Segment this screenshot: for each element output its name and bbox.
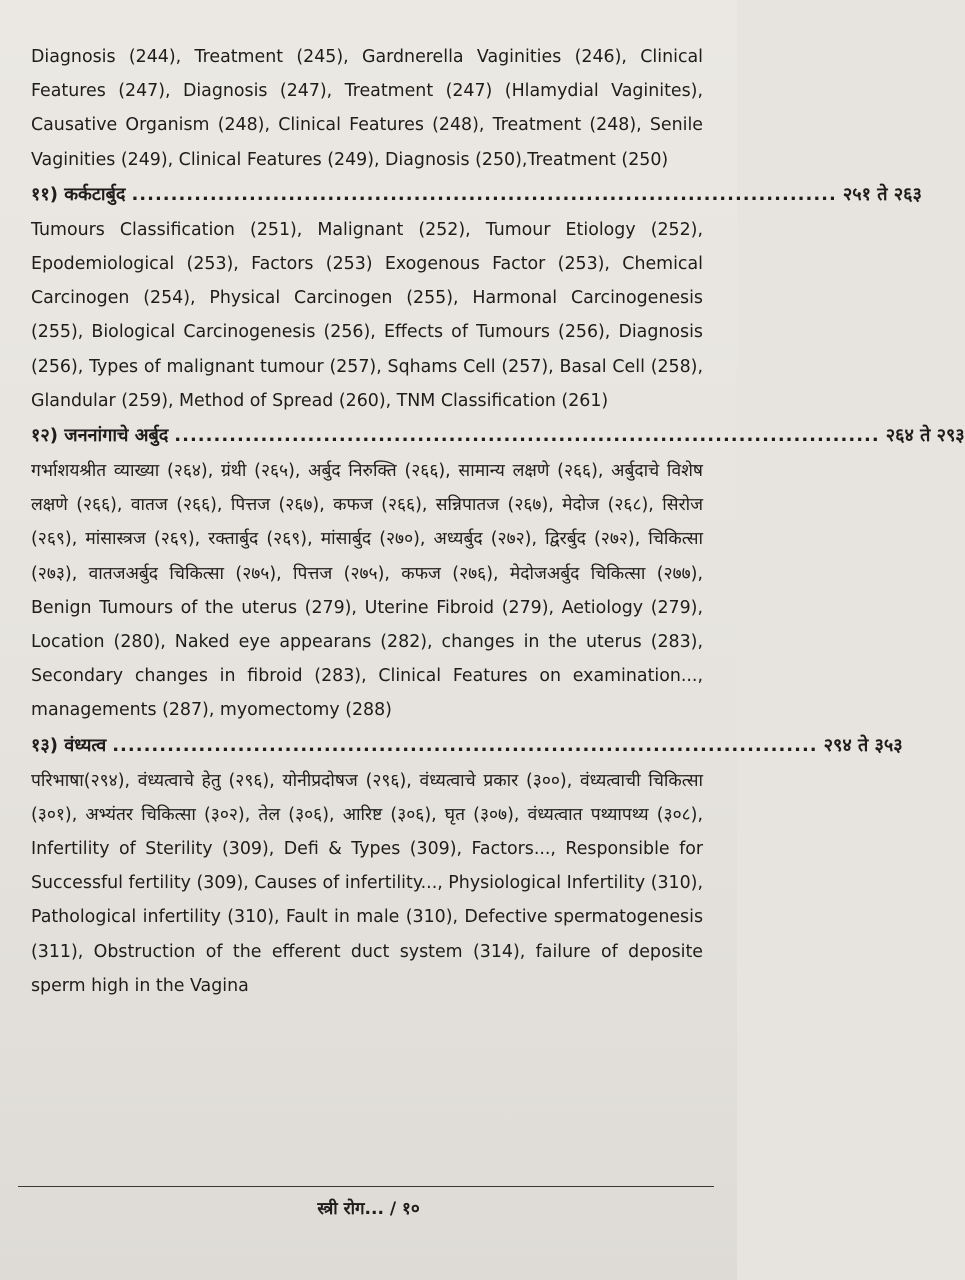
section-heading-13 [31, 728, 903, 764]
section-topics-11: Tumours Classification (251), Malignant (252), Tumour Etiology (252), Epodemiological (253), Factors (253) Exogenous Factor (253), Chemical Carcinogen (254), Physical Carcinogen (255), Harmonal Carcinogenesis (255), Biological Carcinogenesis (256), Effects of Tumours (256), Diagnosis (256), Types of malignant tumour (257), Sqhams Cell (257), Basal Cell (258), Glandular (259), Method of Spread (260), TNM Classification (261) [31, 219, 703, 411]
dot-leader: .......................................................................................... [112, 734, 818, 756]
section-topics-12: गर्भाशयश्रीत व्याख्या (२६४), ग्रंथी (२६५), अर्बुद निरुक्ति (२६६), सामान्य लक्षणे (२६६), अर्बुदाचे विशेष लक्षणे (२६६), वातज (२६६), पित्तज (२६७), कफज (२६६), सन्निपातज (२६७), मेदोज (२६८), सिरोज (२६९), मांसास्त्रज (२६९), रक्तार्बुद (२६९), मांसार्बुद (२७०), अध्यर्बुद (२७२), द्विरर्बुद (२७२), चिकित्सा (२७३), वातजअर्बुद चिकित्सा (२७५), पित्तज (२७५), कफज (२७६), मेदोजअर्बुद चिकित्सा (२७७), Benign Tumours of the uterus (279), Uterine Fibroid (279), Aetiology (279), Location (280), Naked eye appearans (282), changes in the uterus (283), Secondary changes in fibroid (283), Clinical Features on examination..., managements (287), myomectomy (288) [31, 461, 703, 721]
section-heading-11 [31, 177, 922, 213]
section-topics-13: परिभाषा(२९४), वंध्यत्वाचे हेतु (२९६), योनीप्रदोषज (२९६), वंध्यत्वाचे प्रकार (३००), वंध्यत्वाची चिकित्सा (३०१), अभ्यंतर चिकित्सा (३०२), तेल (३०६), आरिष्ट (३०६), घृत (३०७), वंध्यत्वात पथ्यापथ्य (३०८), Infertility of Sterility (309), Defi & Types (309), Factors..., Responsible for Successful fertility (309), Causes of infertility..., Physiological Infertility (310), Pathological infertility (310), Fault in male (310), Defective spermatogenesis (311), Obstruction of the efferent duct system (314), failure of deposite sperm high in the Vagina [31, 770, 703, 996]
dot-leader: .......................................................................................... [174, 425, 880, 447]
page-range: २५१ ते २६३ [842, 183, 922, 205]
section-heading-12 [31, 418, 965, 454]
section-title: ११) कर्कटार्बुद [31, 183, 126, 205]
section-title: १३) वंध्यत्व [31, 734, 107, 756]
footer-divider [18, 1186, 714, 1187]
page-range: २६४ ते २९३ [885, 425, 965, 447]
intro-paragraph: Diagnosis (244), Treatment (245), Gardnerella Vaginities (246), Clinical Features (247), Diagnosis (247), Treatment (247) (Hlamydial Vaginites), Causative Organism (248), Clinical Features (248), Treatment (248), Senile Vaginities (249), Clinical Features (249), Diagnosis (250),Treatment (250) [31, 47, 703, 170]
page-range: २९४ ते ३५३ [823, 734, 903, 756]
index-content [31, 40, 965, 1003]
page-footer: स्त्री रोग... / १० [317, 1199, 420, 1219]
section-title: १२) जननांगाचे अर्बुद [31, 425, 169, 447]
dot-leader: .......................................................................................... [131, 183, 837, 205]
